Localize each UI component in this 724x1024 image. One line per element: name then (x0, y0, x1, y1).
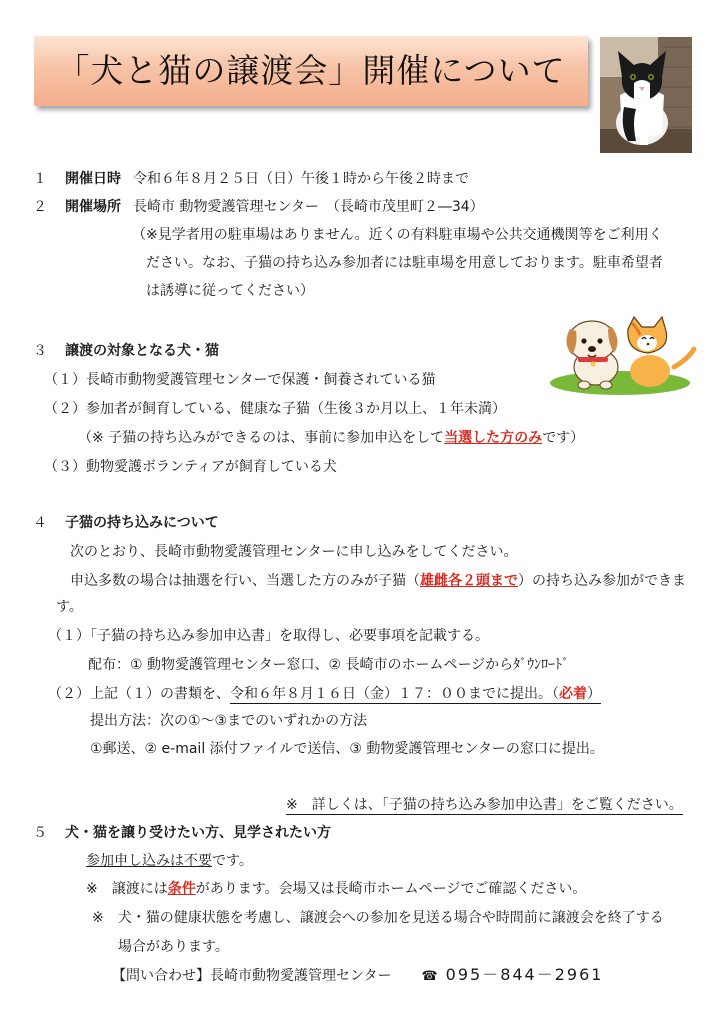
section-4-heading: 子猫の持ち込みについて (65, 515, 219, 531)
conditions-note: ※ 譲渡には条件があります。会場又は長崎市ホームページでご確認ください。 (86, 881, 587, 897)
venue-value: 長崎市 動物愛護管理センター （長崎市茂里町２―34） (133, 199, 484, 215)
winners-only-text: 当選した方のみ (444, 430, 543, 446)
lottery-paragraph-continued: す。 (56, 599, 83, 615)
section-2-number: ２ (33, 199, 47, 215)
section-3-heading: 譲渡の対象となる犬・猫 (65, 343, 219, 359)
no-registration-text: 参加申し込みは不要 (86, 853, 212, 869)
kitten-intro-paragraph: 次のとおり、長崎市動物愛護管理センターに申し込みをしてください。 (70, 544, 518, 560)
section-3 (33, 342, 219, 360)
distribution-points: 配布：① 動物愛護管理センター窓口、② 長崎市のホームページからﾀﾞｳﾝﾛｰﾄﾞ (88, 657, 570, 673)
health-note-line-1: ※ 犬・猫の健康状態を考慮し、譲渡会への参加を見送る場合や時間前に譲渡会を終了する (92, 910, 664, 926)
section-4-number: ４ (33, 515, 47, 531)
event-date-label: 開催日時 (65, 171, 121, 187)
must-arrive-text: 必着 (559, 686, 587, 702)
kitten-photo (600, 37, 692, 153)
health-note-line-2: 場合があります。 (118, 939, 229, 955)
section-5-number: ５ (33, 825, 47, 841)
section-1 (33, 170, 469, 188)
section-5-heading: 犬・猫を譲り受けたい方、見学されたい方 (65, 825, 331, 841)
step-1: （１）「子猫の持ち込み参加申込書」を取得し、必要事項を記載する。 (48, 628, 489, 644)
title-banner (34, 36, 588, 106)
venue-label: 開催場所 (65, 199, 121, 215)
section-2 (33, 198, 484, 216)
section-4 (33, 514, 219, 532)
kitten-entry-note: （※ 子猫の持ち込みができるのは、事前に参加申込をして当選した方のみです） (78, 430, 585, 446)
submission-method-label: 提出方法：次の①～③までのいずれかの方法 (90, 713, 368, 729)
conditions-text: 条件 (167, 881, 196, 897)
see-application-note: ※ 詳しくは、「子猫の持ち込み参加申込書」をご覧ください。 (286, 797, 683, 813)
no-registration-line: 参加申し込みは不要です。 (86, 853, 253, 869)
parking-note-line-1: （※見学者用の駐車場はありません。近くの有料駐車場や公共交通機関等をご利用く (132, 227, 663, 243)
contact-line (112, 966, 603, 986)
dog-and-cat-illustration (548, 315, 698, 395)
parking-note-line-3: は誘導に従ってください） (146, 283, 314, 299)
target-item-3: （３）動物愛護ボランティアが飼育している犬 (44, 459, 337, 475)
section-5 (33, 824, 331, 842)
contact-label: 【問い合わせ】長崎市動物愛護管理センター (112, 968, 392, 984)
step-2: （２）上記（１）の書類を、令和６年８月１６日（金）１７：００までに提出。（必着） (48, 686, 601, 702)
limit-text: 雄雌各２頭まで (420, 573, 518, 589)
lottery-paragraph: 申込多数の場合は抽選を行い、当選した方のみが子猫（雄雌各２頭まで）の持ち込み参加ができま (70, 573, 686, 589)
phone-icon: ☎ (421, 969, 438, 984)
event-date-value: 令和６年８月２５日（日）午後１時から午後２時まで (133, 171, 469, 187)
deadline-text: 令和６年８月１６日（金）１７：００までに提出。（必着） (230, 686, 601, 702)
submission-methods: ①郵送、② e-mail 添付ファイルで送信、③ 動物愛護管理センターの窓口に提出。 (90, 741, 604, 757)
page-title: 「犬と猫の譲渡会」開催について (56, 51, 566, 90)
target-item-2: （２）参加者が飼育している、健康な子猫（生後３か月以上、１年未満） (44, 401, 506, 417)
phone-number: 095－844－2961 (445, 965, 604, 984)
target-item-1: （１）長崎市動物愛護管理センターで保護・飼養されている猫 (44, 372, 436, 388)
section-1-number: １ (33, 171, 47, 187)
parking-note-line-2: ださい。なお、子猫の持ち込み参加者には駐車場を用意しております。駐車希望者 (146, 255, 663, 271)
section-3-number: ３ (33, 343, 47, 359)
